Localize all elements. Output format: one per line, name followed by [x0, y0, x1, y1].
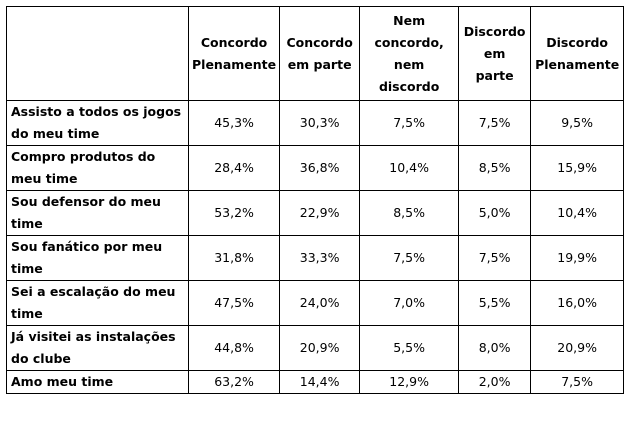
- cell-value: 10,4%: [360, 146, 459, 191]
- header-empty-cell: [7, 7, 189, 101]
- cell-value: 5,0%: [459, 191, 531, 236]
- header-concordo-plenamente: Concordo Plenamente: [189, 7, 280, 101]
- survey-table: [6, 6, 624, 394]
- header-nem-concordo-nem-discordo: Nem concordo, nem discordo: [360, 7, 459, 101]
- cell-value: 10,4%: [531, 191, 624, 236]
- cell-value: 47,5%: [189, 281, 280, 326]
- row-label: Sou fanático por meu time: [7, 236, 189, 281]
- cell-value: 7,5%: [459, 101, 531, 146]
- row-label: Já visitei as instalações do clube: [7, 326, 189, 371]
- cell-value: 5,5%: [360, 326, 459, 371]
- cell-value: 45,3%: [189, 101, 280, 146]
- table-row: [7, 236, 624, 281]
- cell-value: 16,0%: [531, 281, 624, 326]
- header-row: [7, 7, 624, 101]
- cell-value: 8,0%: [459, 326, 531, 371]
- cell-value: 44,8%: [189, 326, 280, 371]
- cell-value: 8,5%: [459, 146, 531, 191]
- row-label: Sou defensor do meu time: [7, 191, 189, 236]
- header-concordo-em-parte: Concordo em parte: [280, 7, 360, 101]
- cell-value: 15,9%: [531, 146, 624, 191]
- cell-value: 2,0%: [459, 371, 531, 394]
- cell-value: 28,4%: [189, 146, 280, 191]
- cell-value: 12,9%: [360, 371, 459, 394]
- cell-value: 31,8%: [189, 236, 280, 281]
- cell-value: 36,8%: [280, 146, 360, 191]
- cell-value: 20,9%: [531, 326, 624, 371]
- table-row: [7, 326, 624, 371]
- cell-value: 7,5%: [531, 371, 624, 394]
- cell-value: 20,9%: [280, 326, 360, 371]
- table-row: [7, 101, 624, 146]
- header-discordo-em-parte: Discordo em parte: [459, 7, 531, 101]
- cell-value: 7,0%: [360, 281, 459, 326]
- cell-value: 9,5%: [531, 101, 624, 146]
- cell-value: 53,2%: [189, 191, 280, 236]
- cell-value: 14,4%: [280, 371, 360, 394]
- table-row: [7, 281, 624, 326]
- cell-value: 30,3%: [280, 101, 360, 146]
- cell-value: 19,9%: [531, 236, 624, 281]
- cell-value: 63,2%: [189, 371, 280, 394]
- table-row: [7, 146, 624, 191]
- row-label: Amo meu time: [7, 371, 189, 394]
- cell-value: 7,5%: [459, 236, 531, 281]
- cell-value: 22,9%: [280, 191, 360, 236]
- survey-table-container: [6, 6, 624, 394]
- table-row: [7, 371, 624, 394]
- cell-value: 24,0%: [280, 281, 360, 326]
- row-label: Assisto a todos os jogos do meu time: [7, 101, 189, 146]
- cell-value: 7,5%: [360, 101, 459, 146]
- cell-value: 5,5%: [459, 281, 531, 326]
- cell-value: 8,5%: [360, 191, 459, 236]
- cell-value: 7,5%: [360, 236, 459, 281]
- row-label: Sei a escalação do meu time: [7, 281, 189, 326]
- cell-value: 33,3%: [280, 236, 360, 281]
- header-discordo-plenamente: Discordo Plenamente: [531, 7, 624, 101]
- row-label: Compro produtos do meu time: [7, 146, 189, 191]
- table-row: [7, 191, 624, 236]
